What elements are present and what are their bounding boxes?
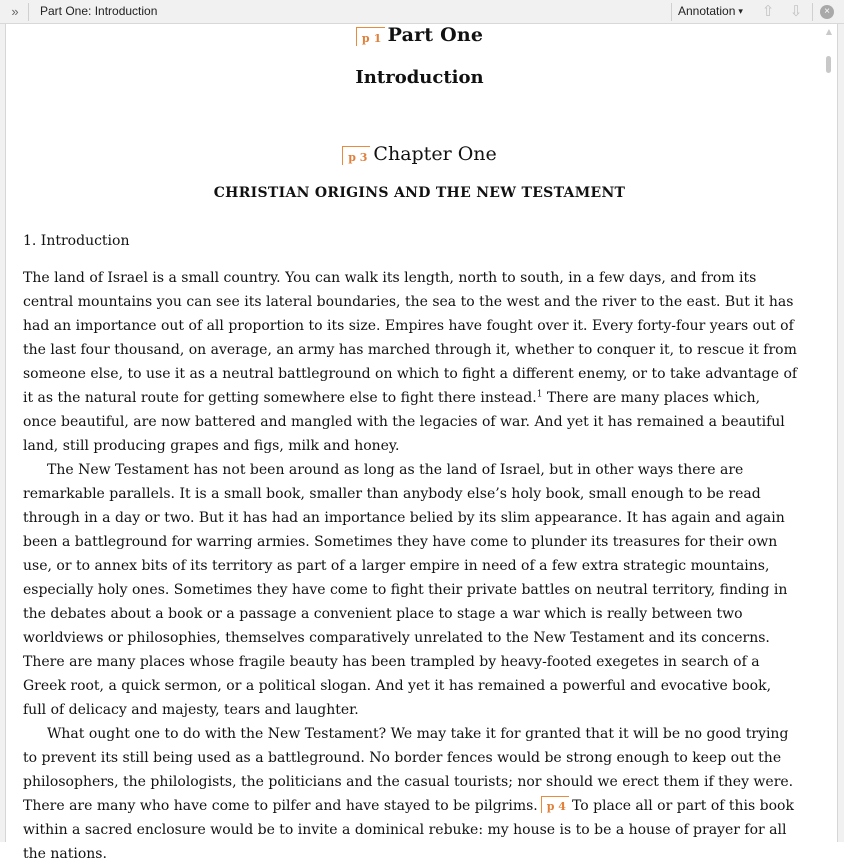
part-subtitle: Introduction: [355, 67, 484, 88]
paragraph: [23, 266, 798, 458]
part-title: Part One: [387, 24, 484, 46]
page-marker[interactable]: p 3: [342, 146, 370, 165]
right-frame-border: [837, 24, 844, 842]
document-toolbar: [0, 0, 844, 24]
document-title: Part One: Introduction: [40, 4, 158, 18]
paragraph-text: To place all or part of this book within a sacred enclosure would be to invite a dominical rebuke: my house is to be a house of prayer for all the nations.: [23, 798, 794, 862]
page-marker[interactable]: p 4: [541, 796, 569, 813]
paragraph: The New Testament has not been around as long as the land of Israel, but in other ways there are remarkable parallels. It is a small book, smaller than anybody else’s holy book, small enough to be read through in a day or two. But it has had an importance belied by its slim appearance. It has again and again been a battleground for warring armies. Sometimes they have come to plunder its treasures for their own use, or to annex bits of its territory as part of a larger empire in need of a few extra strategic mountains, especially holy ones. Sometimes they have come to fight their private battles on neutral territory, finding in the debates about a book or a passage a convenient place to stage a war which is really between two worldviews or philosophies, themselves comparatively unrelated to the New Testament and its concerns. There are many places whose fragile beauty has been trampled by heavy-footed exegetes in search of a Greek root, a quick sermon, or a political slogan. And yet it has remained a powerful and evocative book, full of delicacy and majesty, tears and laughter.: [23, 462, 788, 718]
collapse-panel-icon[interactable]: »: [11, 4, 19, 19]
chapter-subtitle: CHRISTIAN ORIGINS AND THE NEW TESTAMENT: [213, 185, 626, 201]
paragraph: [23, 722, 798, 866]
chapter-title: Chapter One: [373, 143, 497, 165]
body-text: [23, 266, 798, 866]
toolbar-divider: [812, 3, 813, 21]
vertical-scrollbar[interactable]: [822, 26, 836, 842]
toolbar-divider: [28, 3, 29, 21]
page-marker[interactable]: p 1: [356, 27, 385, 46]
paragraph-text: What ought one to do with the New Testament? We may take it for granted that it will be no good trying to prevent its still being used as a battleground. No border fences would be strong enough to keep out the philosophers, the philologists, the politicians and the casual tourists; nor should we erect them if they were. There are many who have come to pilfer and have stayed to be pilgrims.: [23, 726, 794, 814]
annotation-dropdown-label: Annotation: [678, 4, 736, 18]
scroll-up-arrow-icon[interactable]: ▲: [825, 27, 833, 36]
section-heading: 1. Introduction: [23, 233, 130, 249]
next-annotation-arrow-down-icon[interactable]: ⇩: [789, 3, 803, 20]
paragraph-text: There are many places which, once beautiful, are now battered and mangled with the legacies of war. And yet it has remained a beautiful land, still producing grapes and figs, milk and honey.: [23, 390, 785, 454]
scrollbar-thumb[interactable]: [826, 56, 831, 73]
paragraph-text: The land of Israel is a small country. You can walk its length, north to south, in a few days, and from its central mountains you can see its lateral boundaries, the sea to the west and the river to the east. But it has had an importance out of all proportion to its size. Empires have fought over it. Every forty-four years out of the last four thousand, on average, an army has marched through it, whether to conquer it, to rescue it from someone else, to use it as a neutral battleground on which to fight a different enemy, or to take advantage of it as the natural route for getting somewhere else to fight there instead.: [23, 270, 798, 406]
footnote-reference[interactable]: 1: [536, 389, 543, 400]
left-frame-border: [0, 24, 6, 842]
annotation-dropdown[interactable]: [678, 4, 743, 20]
part-heading: [23, 24, 816, 46]
chapter-heading: [23, 143, 816, 165]
previous-annotation-arrow-up-icon[interactable]: ⇧: [761, 3, 775, 20]
close-icon[interactable]: ×: [820, 5, 834, 19]
chevron-down-icon: ▾: [738, 6, 743, 16]
toolbar-divider: [671, 3, 672, 21]
